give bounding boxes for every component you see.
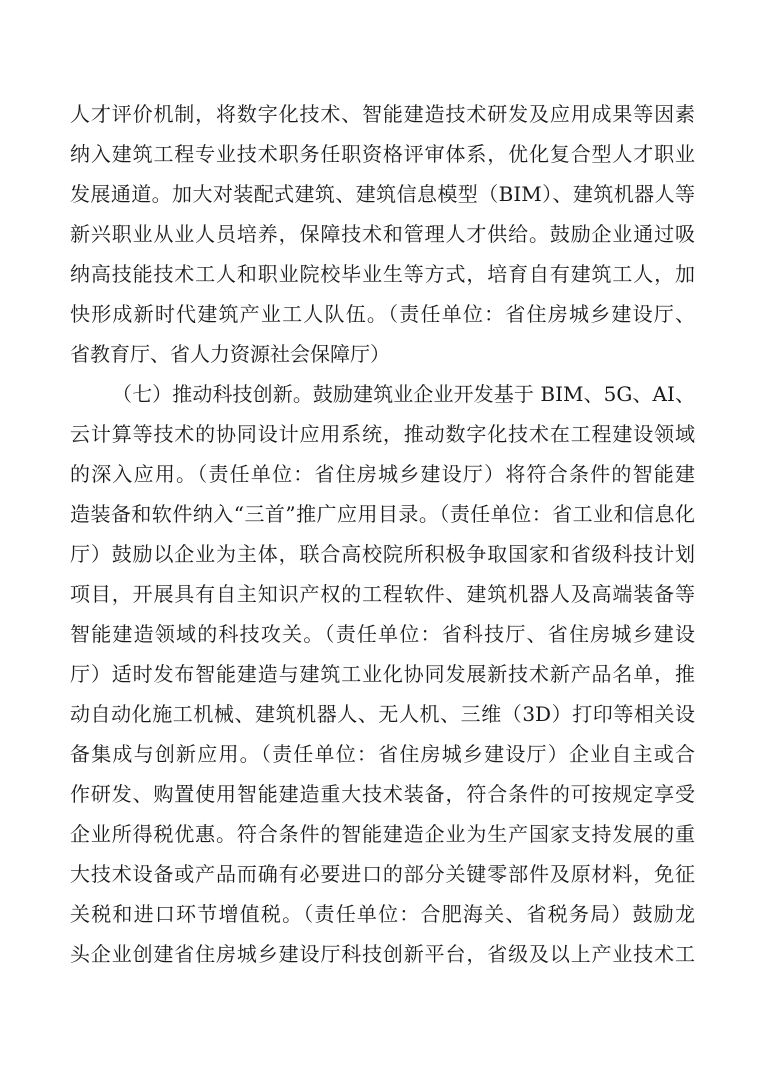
text-line: 纳高技能技术工人和职业院校毕业生等方式，培育自有建筑工人，加 [70, 262, 695, 286]
text-line: 省教育厅、省人力资源社会保障厅） [70, 342, 390, 366]
text-line: 备集成与创新应用。（责任单位：省住房城乡建设厅）企业自主或合 [70, 742, 695, 766]
section-heading-line: （七）推动科技创新。鼓励建筑业企业开发基于 BIM、5G、AI、 [112, 382, 695, 406]
text-line: 快形成新时代建筑产业工人队伍。（责任单位：省住房城乡建设厅、 [70, 302, 695, 326]
text-line: 厅）鼓励以企业为主体，联合高校院所积极争取国家和省级科技计划 [70, 542, 695, 566]
text-line: 纳入建筑工程专业技术职务任职资格评审体系，优化复合型人才职业 [70, 142, 695, 166]
text-line: 新兴职业从业人员培养，保障技术和管理人才供给。鼓励企业通过吸 [70, 222, 695, 246]
text-line: 的深入应用。（责任单位：省住房城乡建设厅）将符合条件的智能建 [70, 462, 695, 486]
text-line: 动自动化施工机械、建筑机器人、无人机、三维（3D）打印等相关设 [70, 702, 695, 726]
text-line: 关税和进口环节增值税。（责任单位：合肥海关、省税务局）鼓励龙 [70, 902, 695, 926]
text-line: 发展通道。加大对装配式建筑、建筑信息模型（BIM）、建筑机器人等 [70, 182, 695, 206]
text-line: 大技术设备或产品而确有必要进口的部分关键零部件及原材料，免征 [70, 862, 695, 886]
document-body [70, 94, 695, 974]
text-line: 智能建造领域的科技攻关。（责任单位：省科技厅、省住房城乡建设 [70, 622, 695, 646]
text-line: 作研发、购置使用智能建造重大技术装备，符合条件的可按规定享受 [70, 782, 695, 806]
text-line: 造装备和软件纳入“三首”推广应用目录。（责任单位：省工业和信息化 [70, 502, 695, 526]
text-line: 云计算等技术的协同设计应用系统，推动数字化技术在工程建设领域 [70, 422, 695, 446]
text-line: 项目，开展具有自主知识产权的工程软件、建筑机器人及高端装备等 [70, 582, 695, 606]
text-line: 企业所得税优惠。符合条件的智能建造企业为生产国家支持发展的重 [70, 822, 695, 846]
text-line: 人才评价机制，将数字化技术、智能建造技术研发及应用成果等因素 [70, 102, 695, 126]
text-line: 厅）适时发布智能建造与建筑工业化协同发展新技术新产品名单，推 [70, 662, 695, 686]
text-line: 头企业创建省住房城乡建设厅科技创新平台，省级及以上产业技术工 [70, 942, 695, 966]
